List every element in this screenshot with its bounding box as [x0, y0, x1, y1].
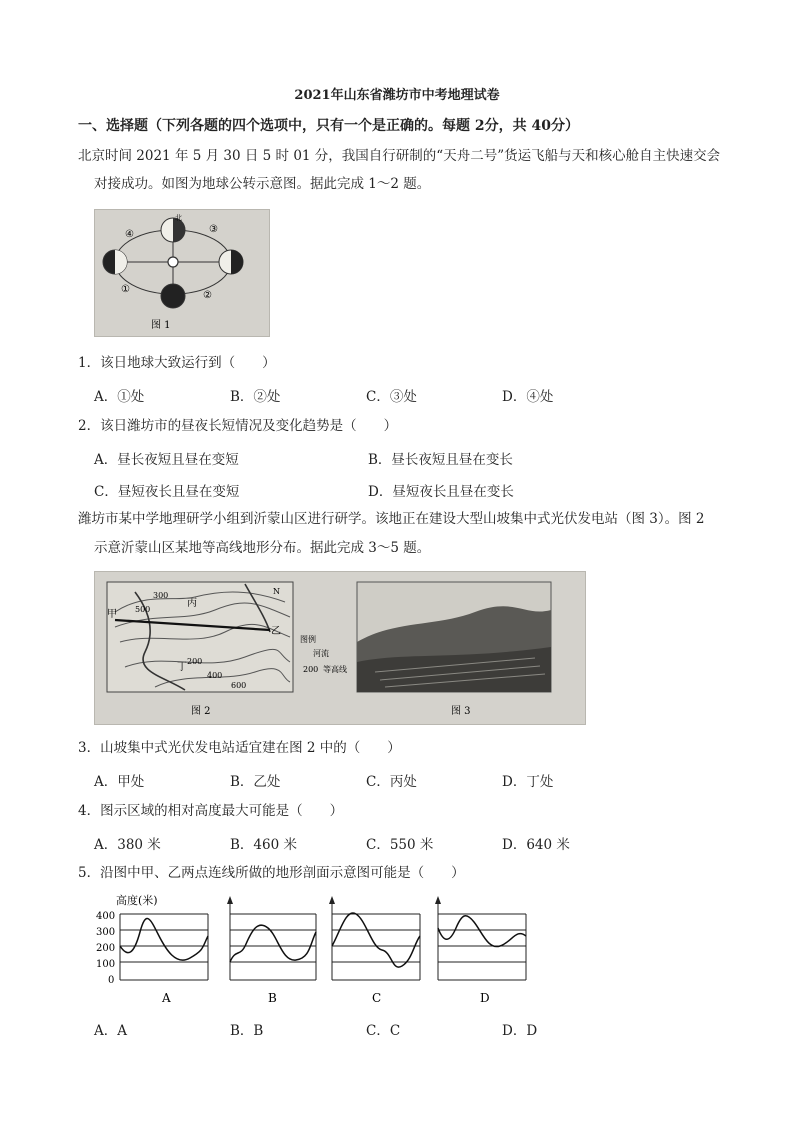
figure2-caption: 图 2 [191, 706, 211, 717]
q5-option-c[interactable]: C．C [366, 1023, 401, 1039]
ytick-0: 0 [108, 975, 115, 986]
position-3-label: ③ [209, 224, 218, 235]
section-heading: 一、选择题（下列各题的四个选项中，只有一个是正确的。每题 2分，共 40分） [78, 118, 579, 134]
place-jia: 甲 [107, 609, 117, 620]
position-1-label: ① [121, 284, 130, 295]
panel-b-label: B [268, 991, 277, 1005]
q4-option-b[interactable]: B．460 米 [230, 837, 297, 853]
intro2-line1: 潍坊市某中学地理研学小组到沂蒙山区进行研学。该地正在建设大型山坡集中式光伏发电站（图 3）。图 2 [78, 511, 705, 527]
q4-stem: 4．图示区域的相对高度最大可能是（ ） [78, 803, 344, 819]
figure3-photo [357, 582, 551, 692]
north-arrow: N [273, 587, 280, 596]
legend-contour-text: 等高线 [323, 665, 347, 674]
q3-stem: 3．山坡集中式光伏发电站适宜建在图 2 中的（ ） [78, 740, 401, 756]
q4-option-c[interactable]: C．550 米 [366, 837, 434, 853]
figures-2-3-panel [94, 571, 586, 725]
q1-stem: 1．该日地球大致运行到（ ） [78, 355, 276, 371]
q5-stem: 5．沿图中甲、乙两点连线所做的地形剖面示意图可能是（ ） [78, 865, 465, 881]
profile-panel-b [227, 896, 316, 1005]
q2-option-b[interactable]: B．昼长夜短且昼在变长 [368, 452, 513, 468]
north-pole-label: 北 [175, 214, 182, 222]
contour-500: 500 [135, 605, 151, 614]
place-bing: 丙 [187, 598, 197, 609]
q5-option-b[interactable]: B．B [230, 1023, 264, 1039]
place-ding: 丁 [177, 662, 187, 673]
contour-600: 600 [231, 681, 247, 690]
panel-c-label: C [372, 991, 382, 1005]
q3-option-a[interactable]: A．甲处 [94, 774, 145, 790]
contour-400: 400 [207, 671, 223, 680]
contour-300: 300 [153, 591, 169, 600]
profiles-ylabel: 高度(米) [116, 894, 158, 907]
intro1-line1: 北京时间 2021 年 5 月 30 日 5 时 01 分，我国自行研制的“天舟二号”货运飞船与天和核心舱自主快速交会 [78, 148, 721, 164]
figure3-caption: 图 3 [451, 706, 471, 717]
q3-option-c[interactable]: C．丙处 [366, 774, 417, 790]
profile-charts-svg [92, 888, 542, 1010]
profile-panel-c [329, 896, 420, 1005]
legend-title: 图例 [300, 635, 316, 644]
q2-option-c[interactable]: C．昼短夜长且昼在变短 [94, 484, 240, 500]
q2-option-d[interactable]: D．昼短夜长且昼在变长 [368, 484, 514, 500]
page-title: 2021年山东省潍坊市中考地理试卷 [294, 88, 500, 103]
contour-200: 200 [187, 657, 203, 666]
q5-option-d[interactable]: D．D [502, 1023, 538, 1039]
q2-option-a[interactable]: A．昼长夜短且昼在变短 [94, 452, 239, 468]
figure1-earth-orbit [94, 209, 270, 337]
place-yi: 乙 [271, 626, 281, 637]
profile-panel-a [120, 914, 208, 1005]
ytick-300: 300 [96, 927, 116, 938]
q1-option-a[interactable]: A．①处 [94, 389, 145, 405]
q5-option-a[interactable]: A．A [94, 1023, 127, 1039]
legend-contour-value: 200 [303, 665, 319, 674]
q1-option-b[interactable]: B．②处 [230, 389, 281, 405]
ytick-400: 400 [96, 911, 116, 922]
figure1-caption: 图 1 [151, 320, 171, 331]
q3-option-d[interactable]: D．丁处 [502, 774, 554, 790]
position-2-label: ② [203, 290, 212, 301]
panel-a-label: A [162, 991, 171, 1005]
q1-option-c[interactable]: C．③处 [366, 389, 417, 405]
q4-option-d[interactable]: D．640 米 [502, 837, 570, 853]
profile-charts [92, 888, 542, 1010]
ytick-100: 100 [96, 959, 116, 970]
legend-river: 河流 [313, 649, 329, 658]
q4-option-a[interactable]: A．380 米 [94, 837, 161, 853]
q2-stem: 2．该日潍坊市的昼夜长短情况及变化趋势是（ ） [78, 418, 398, 434]
ytick-200: 200 [96, 943, 116, 954]
q3-option-b[interactable]: B．乙处 [230, 774, 281, 790]
position-4-label: ④ [125, 229, 134, 240]
profile-panel-d [435, 896, 526, 1005]
figure1-diagram [95, 210, 269, 336]
intro1-line2: 对接成功。如图为地球公转示意图。据此完成 1～2 题。 [94, 176, 431, 192]
figure2-contour-map [95, 572, 585, 724]
q1-option-d[interactable]: D．④处 [502, 389, 554, 405]
intro2-line2: 示意沂蒙山区某地等高线地形分布。据此完成 3～5 题。 [94, 540, 431, 556]
panel-d-label: D [480, 991, 490, 1005]
